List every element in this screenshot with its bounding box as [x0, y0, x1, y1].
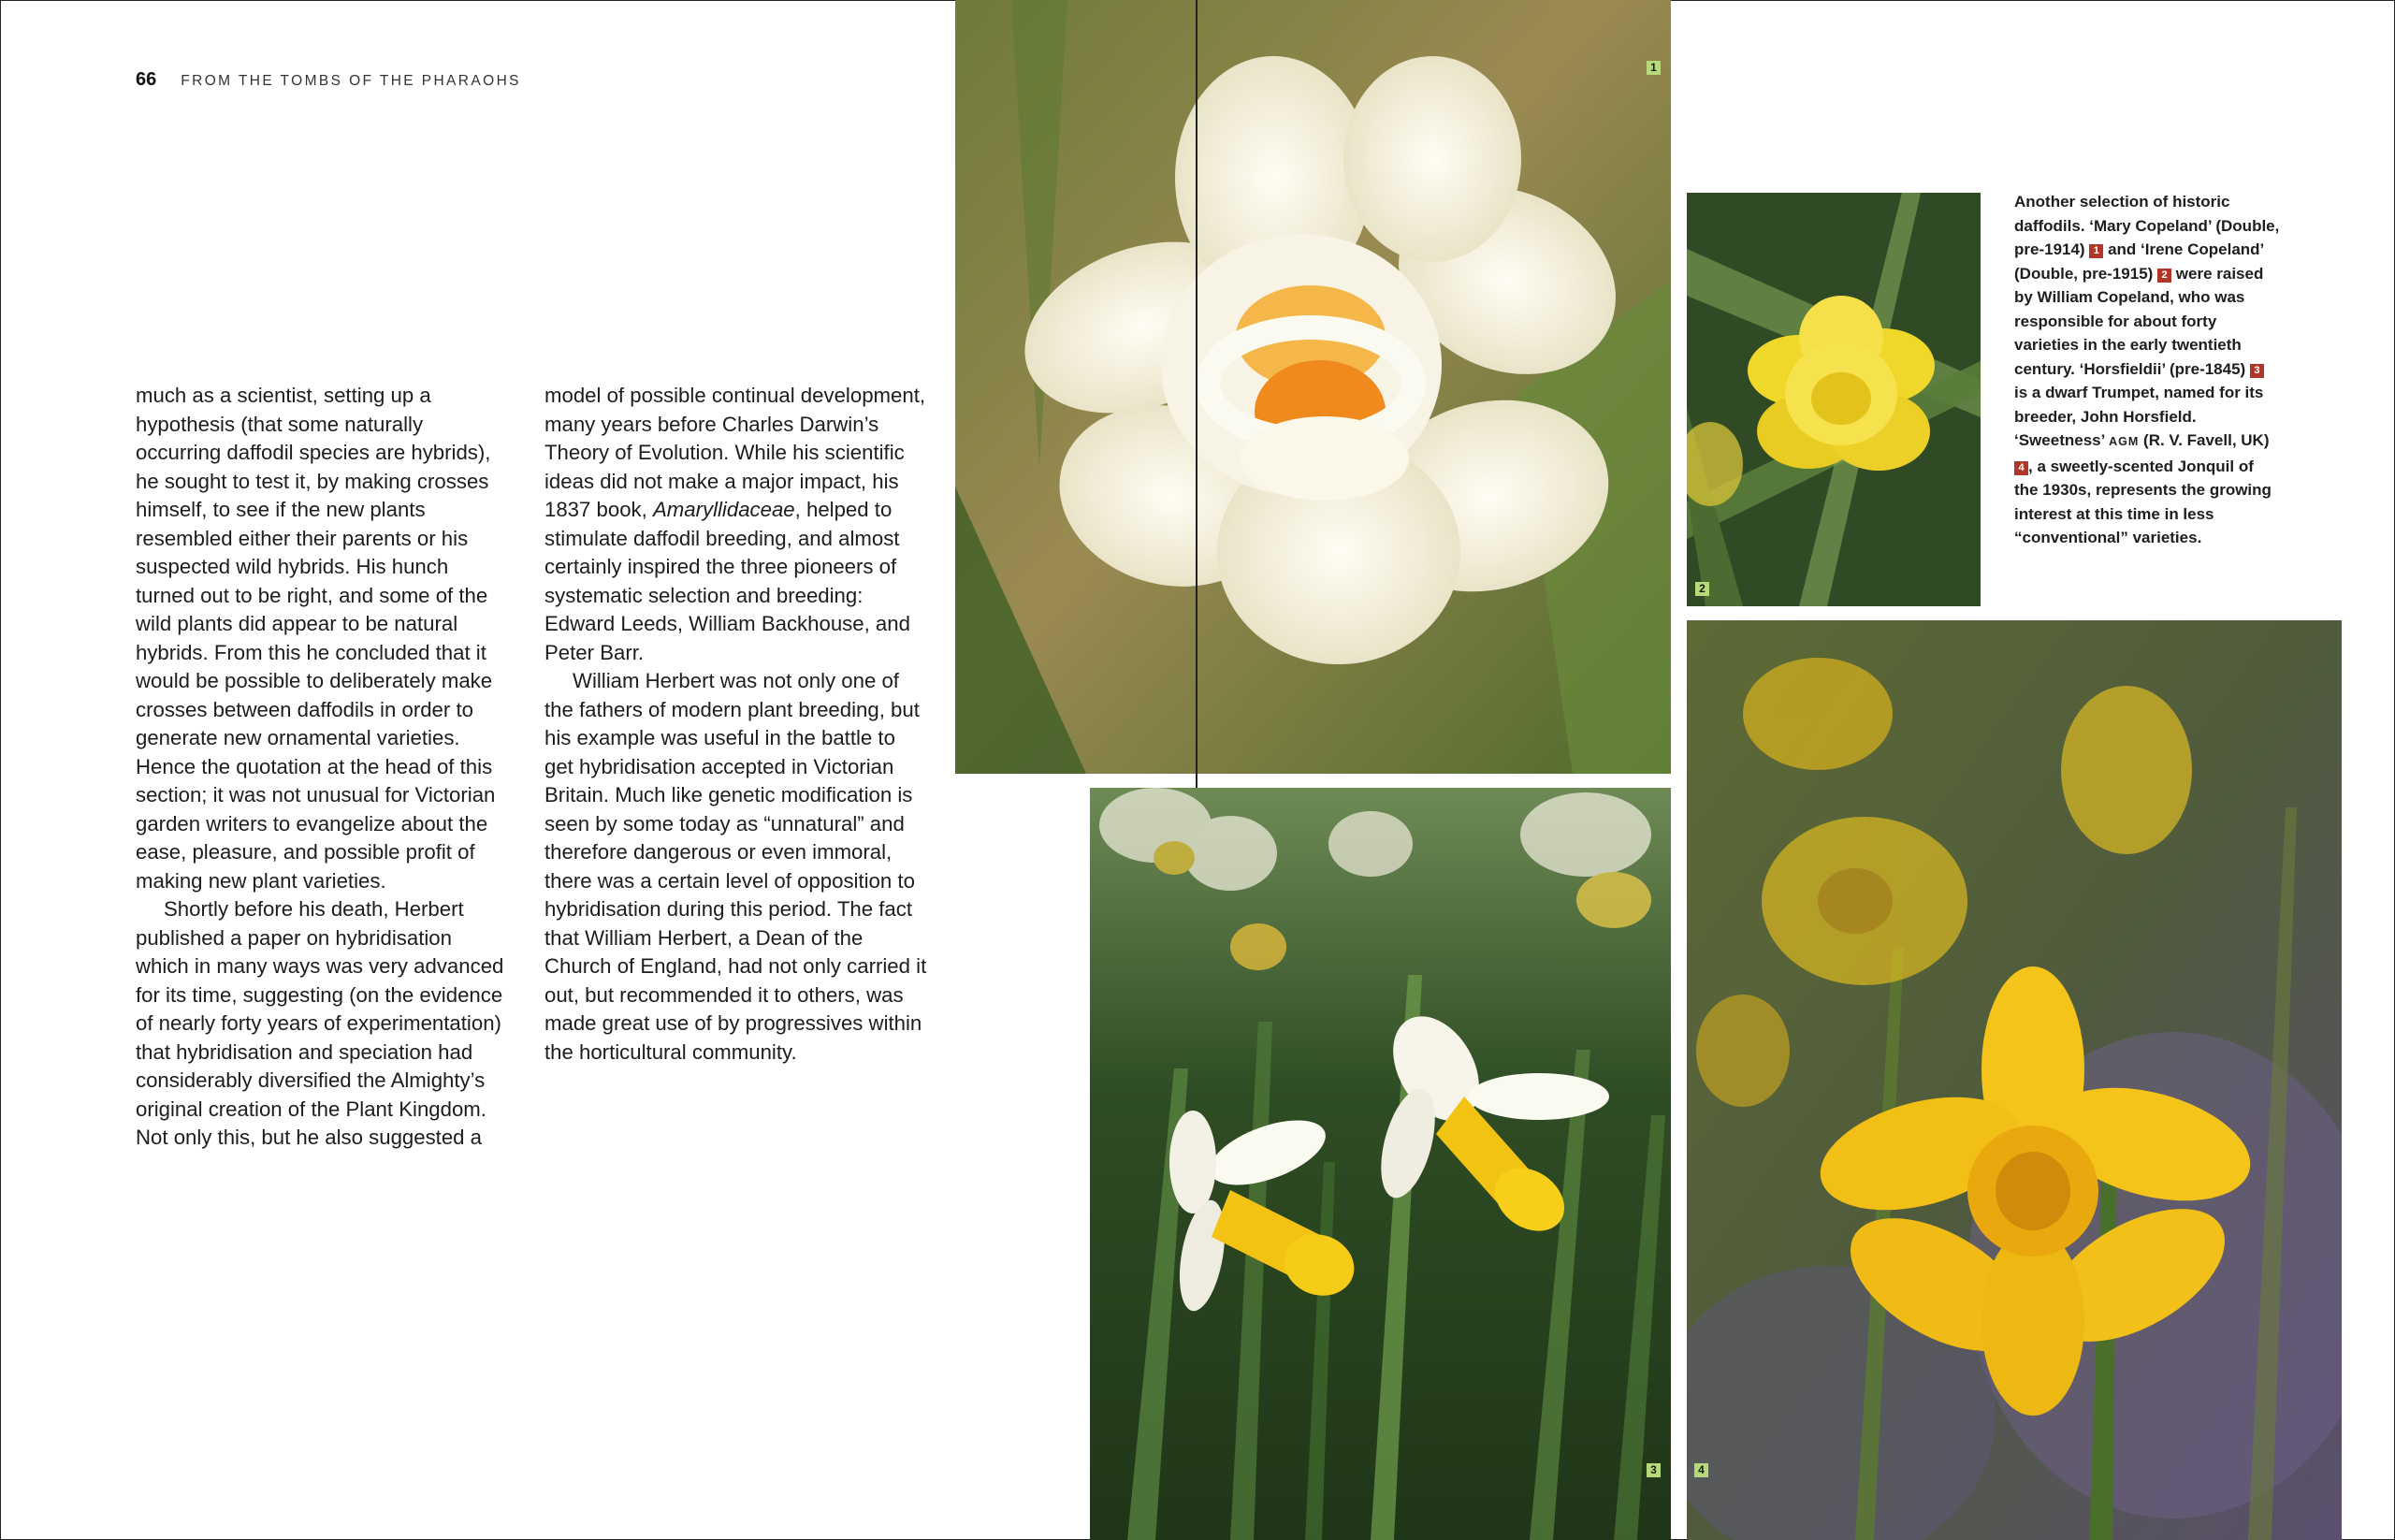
page-number: 66 — [136, 69, 157, 90]
book-title: Amaryllidaceae — [652, 498, 795, 521]
paragraph: model of possible continual development, many years before Charles Darwin’s Theory of Evolution. While his scientific ideas did not make a major impact, his 1837 book, Amaryllidaceae, helped to stimulate daffodil breeding, and almost certainly inspired the three pioneers of systematic selection and breeding: Edward Leeds, William Backhouse, and Peter Barr. — [544, 384, 926, 664]
paragraph: Shortly before his death, Herbert published a paper on hybridisation which in many ways was very advanced for its time, suggesting (on the evidence of nearly forty years of experimentation) that hybridisation and speciation had considerably diversified the Almighty’s original creation of the Plant Kingdom. Not only this, but he also suggested a — [136, 897, 504, 1149]
photo-reference-marker: 4 — [2014, 461, 2028, 475]
text-column-left — [136, 382, 510, 1153]
running-head — [136, 69, 521, 91]
photo-reference-marker: 2 — [2157, 269, 2171, 283]
text-column-right — [544, 382, 928, 1067]
paragraph: William Herbert was not only one of the fathers of modern plant breeding, but his example was useful in the battle to get hybridisation accepted in Victorian Britain. Much like genetic modification is seen by some today as “unnatural” and therefore dangerous or even immoral, there was a certain level of opposition to hybridisation during this period. The fact that William Herbert, a Dean of the Church of England, had not only carried it out, but recommended it to others, was made great use of by progressives within the horticultural community. — [544, 669, 927, 1064]
photo-caption: Another selection of historic daffodils. ‘Mary Copeland’ (Double, pre-1914) 1 and ‘Irene Copeland’ (Double, pre-1915) 2 were raised by William Copeland, who was responsible for about forty varieties in the early twentieth century. ‘Horsfieldii’ (pre-1845) 3 is a dwarf Trumpet, named for its breeder, John Horsfield. ‘Sweetness’ AGM (R. V. Favell, UK) 4 , a sweetly-scented Jonquil of the 1930s, represents the growing interest at this time in less “conventional” varieties. — [2014, 193, 2280, 546]
photo-number-tag: 2 — [1695, 582, 1709, 596]
agm-label: AGM — [2109, 435, 2140, 448]
photo-sweetness — [1687, 620, 2342, 1540]
section-title: FROM THE TOMBS OF THE PHARAOHS — [181, 73, 521, 89]
photo-number-tag: 4 — [1694, 1463, 1708, 1477]
paragraph: much as a scientist, setting up a hypothesis (that some naturally occurring daffodil species are hybrids), he sought to test it, by making crosses himself, to see if the new plants resembled either their parents or his suspected wild hybrids. His hunch turned out to be right, and some of the wild plants did appear to be natural hybrids. From this he concluded that it would be possible to deliberately make crosses between daffodils in order to generate new ornamental varieties. Hence the quotation at the head of this section; it was not unusual for Victorian garden writers to evangelize about the ease, pleasure, and possible profit of making new plant varieties. — [136, 384, 496, 893]
photo-horsfieldii — [1090, 788, 1671, 1540]
photo-number-tag: 1 — [1647, 61, 1661, 75]
photo-number-tag: 3 — [1647, 1463, 1661, 1477]
photo-reference-marker: 3 — [2250, 364, 2264, 378]
photo-mary-copeland — [955, 0, 1671, 774]
photo-irene-copeland — [1687, 193, 1981, 606]
photo-reference-marker: 1 — [2089, 244, 2103, 258]
